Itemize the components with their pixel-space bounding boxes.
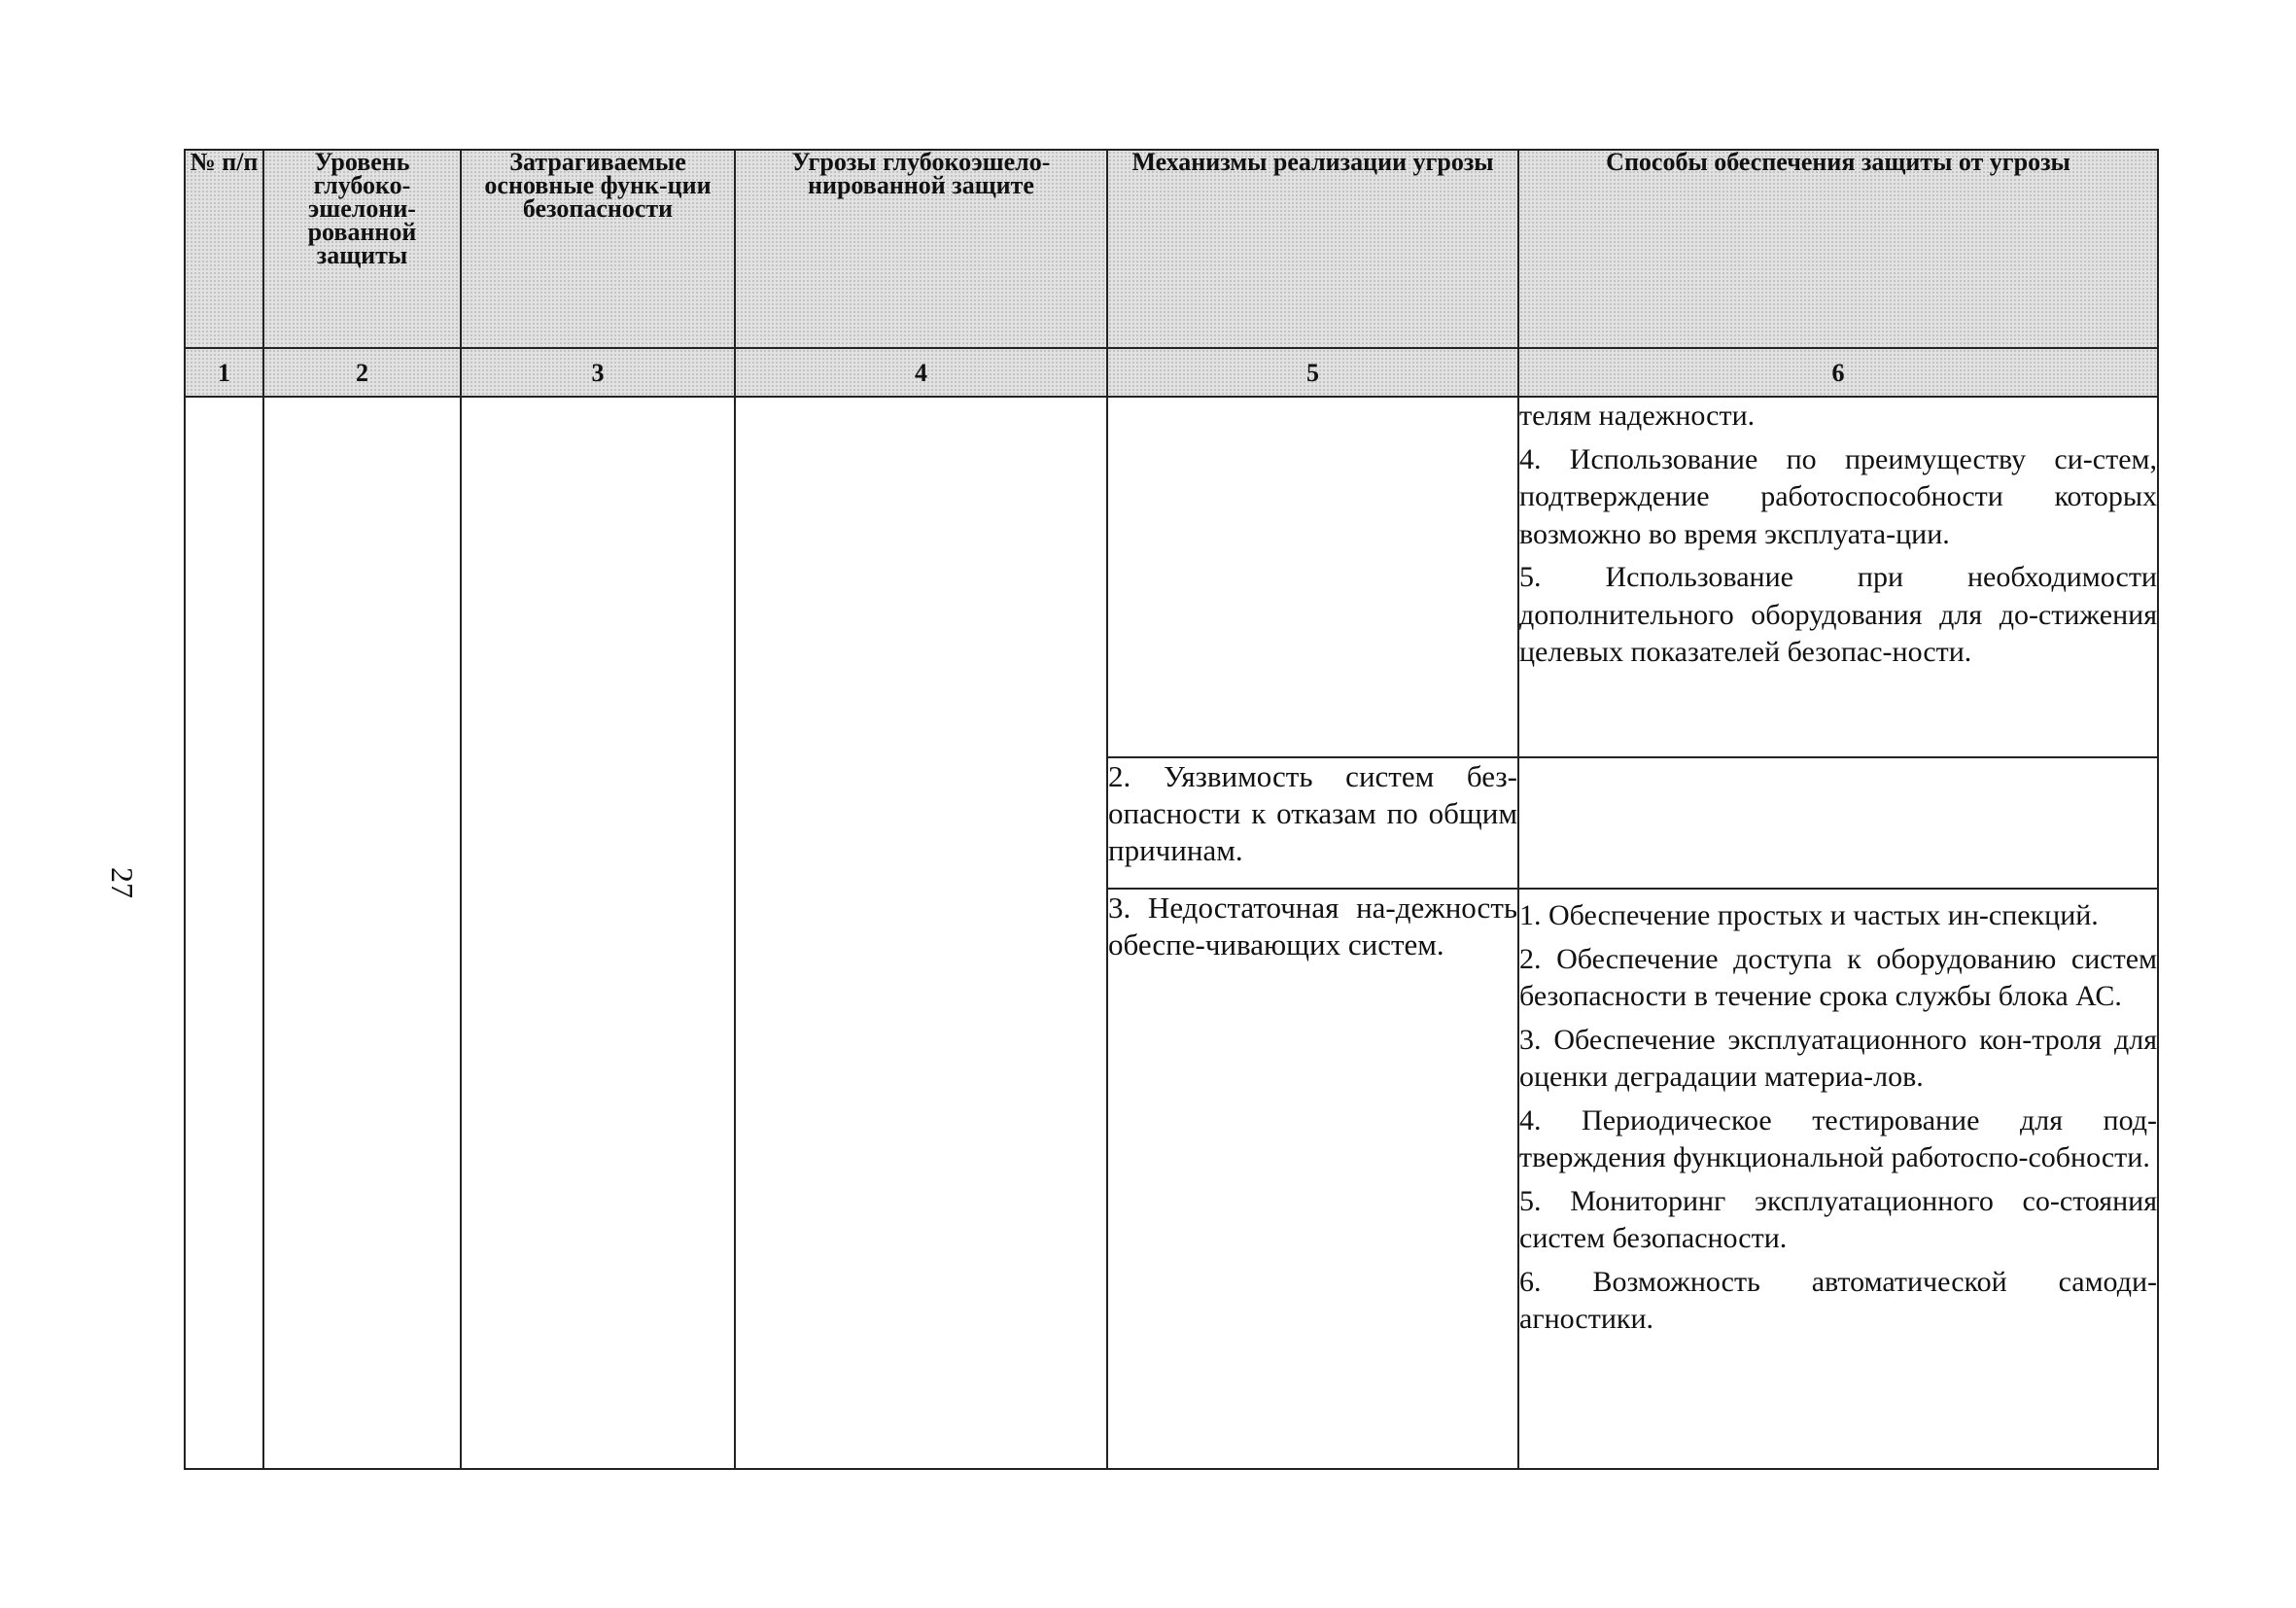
method-item: 6. Возможность автоматической самоди-агностики. (1519, 1265, 2157, 1335)
cell-defense-level (263, 397, 461, 1469)
page-number: 27 (105, 867, 140, 898)
method-item: 1. Обеспечение простых и частых ин-спекций. (1519, 899, 2099, 931)
mechanism-item: 3. Недостаточная на-дежность обеспе-чивающих систем. (1108, 891, 1517, 961)
method-item: 4. Периодическое тестирование для под-тверждения функциональной работоспо-собности. (1519, 1103, 2157, 1173)
cell-mechanism (1107, 397, 1518, 757)
method-item: 5. Мониторинг эксплуатационного со-стояния систем безопасности. (1519, 1184, 2157, 1254)
column-number: 5 (1107, 348, 1518, 397)
cell-number (185, 397, 263, 1469)
column-number: 4 (735, 348, 1107, 397)
cell-methods (1518, 889, 2158, 1469)
header-protection-methods: Способы обеспечения защиты от угрозы (1518, 150, 2158, 348)
method-item: телям надежности. (1519, 400, 1756, 432)
header-number: № п/п (185, 150, 263, 348)
cell-mechanism (1107, 889, 1518, 1469)
cell-safety-functions (461, 397, 735, 1469)
cell-methods (1518, 757, 2158, 889)
threats-table (184, 149, 2159, 1470)
cell-methods (1518, 397, 2158, 757)
method-item: 3. Обеспечение эксплуатационного кон-троля для оценки деградации материа-лов. (1519, 1023, 2157, 1093)
column-number: 6 (1518, 348, 2158, 397)
method-item: 4. Использование по преимуществу си-стем, подтверждение работоспособности которых возможно во время эксплуата-ции. (1519, 442, 2157, 550)
cell-threats (735, 397, 1107, 1469)
column-number: 3 (461, 348, 735, 397)
mechanism-item: 2. Уязвимость систем без-опасности к отказам по общим причинам. (1108, 759, 1517, 867)
column-number: 1 (185, 348, 263, 397)
header-safety-functions: Затрагиваемые основные функ-ции безопасности (461, 150, 735, 348)
method-item: 5. Использование при необходимости дополнительного оборудования для до-стижения целевых показателей безопас-ности. (1519, 561, 2157, 668)
column-number: 2 (263, 348, 461, 397)
header-threats: Угрозы глубокоэшело-нированной защите (735, 150, 1107, 348)
method-item: 2. Обеспечение доступа к оборудованию систем безопасности в течение срока службы блока АС. (1519, 942, 2157, 1012)
table-row (185, 397, 2158, 757)
cell-mechanism (1107, 757, 1518, 889)
header-mechanisms: Механизмы реализации угрозы (1107, 150, 1518, 348)
header-defense-level: Уровень глубоко-эшелони-рованной защиты (263, 150, 461, 348)
column-number-row (185, 348, 2158, 397)
table-header-row (185, 150, 2158, 348)
